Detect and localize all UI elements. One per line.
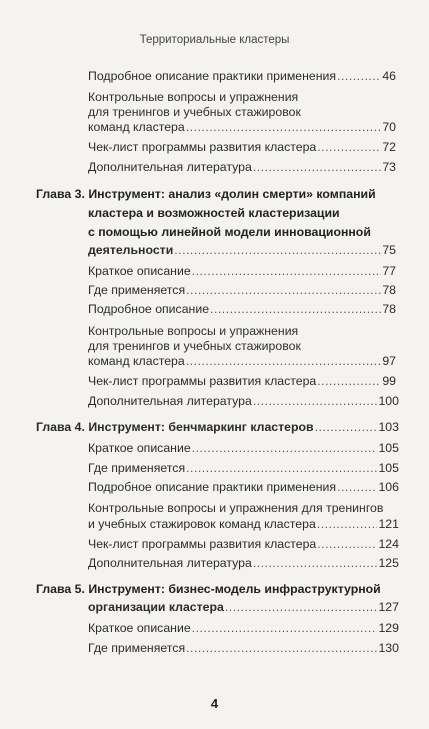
toc-entry[interactable] — [88, 69, 396, 83]
toc-entry[interactable] — [88, 621, 399, 635]
toc-entry[interactable] — [88, 441, 399, 455]
toc-page-number: 103 — [378, 420, 399, 434]
toc-entry-title: Контрольные вопросы и упражнения — [88, 324, 299, 338]
leader-dots — [317, 537, 377, 551]
toc-entry-title: команд кластера — [88, 354, 185, 368]
toc-entry-title: Подробное описание практики применения — [88, 69, 337, 83]
toc-page-number: 73 — [382, 160, 396, 174]
toc-page-number: 124 — [378, 537, 399, 551]
leader-dots — [186, 461, 377, 475]
toc-chapter-entry[interactable] — [88, 600, 399, 614]
toc-entry-title: Чек-лист программы развития кластера — [88, 140, 317, 154]
toc-page-number: 78 — [382, 302, 396, 316]
toc-entry-title: Краткое описание — [88, 621, 191, 635]
toc-entry[interactable] — [88, 461, 399, 475]
chapter-title: с помощью линейной модели инновационной — [88, 225, 371, 239]
chapter-title: организации кластера — [88, 600, 224, 614]
leader-dots — [317, 374, 381, 388]
leader-dots — [317, 140, 381, 154]
toc-entry[interactable] — [88, 517, 399, 531]
toc-entry[interactable] — [88, 283, 396, 297]
leader-dots — [192, 264, 382, 278]
toc-entry[interactable] — [88, 140, 396, 154]
toc-page-number: 100 — [378, 394, 399, 408]
toc-page-number: 72 — [382, 140, 396, 154]
running-header: Территориальные кластеры — [139, 34, 290, 46]
toc-entry-title: Контрольные вопросы и упражнения — [88, 90, 299, 104]
chapter-title: Глава 5. Инструмент: бизнес-модель инфраструктурной — [36, 582, 381, 596]
leader-dots — [192, 441, 378, 455]
toc-entry[interactable] — [88, 641, 399, 655]
toc-entry-title: Дополнительная литература — [88, 394, 252, 408]
toc-page-number: 125 — [378, 556, 399, 570]
chapter-title: Глава 3. Инструмент: анализ «долин смерти» компаний — [36, 187, 376, 201]
toc-page-number: 46 — [382, 69, 396, 83]
chapter-title: деятельности — [88, 243, 174, 257]
toc-page-number: 130 — [378, 641, 399, 655]
page-number: 4 — [210, 696, 219, 711]
chapter-title: кластера и возможностей кластеризации — [88, 206, 340, 220]
toc-entry-title: для тренингов и учебных стажировок — [88, 339, 301, 353]
leader-dots — [253, 160, 381, 174]
toc-entry-title: Краткое описание — [88, 264, 191, 278]
toc-page-number: 99 — [382, 374, 396, 388]
toc-entry-title: Подробное описание — [88, 302, 210, 316]
toc-page-number: 106 — [378, 480, 399, 494]
leader-dots — [186, 354, 382, 368]
leader-dots — [253, 556, 378, 570]
leader-dots — [174, 243, 381, 257]
toc-entry[interactable] — [88, 302, 396, 316]
toc-page-number: 129 — [378, 621, 399, 635]
leader-dots — [210, 302, 381, 316]
toc-page-number: 70 — [382, 120, 396, 134]
toc-entry[interactable] — [88, 120, 396, 134]
toc-entry-title: для тренингов и учебных стажировок — [88, 105, 301, 119]
toc-entry-title: Дополнительная литература — [88, 556, 252, 570]
leader-dots — [192, 621, 378, 635]
toc-entry-title: Где применяется — [88, 461, 186, 475]
leader-dots — [315, 420, 378, 434]
leader-dots — [317, 517, 378, 531]
leader-dots — [253, 394, 378, 408]
toc-page-number: 105 — [378, 441, 399, 455]
leader-dots — [225, 600, 378, 614]
toc-entry[interactable] — [88, 556, 399, 570]
leader-dots — [186, 283, 381, 297]
toc-page-number: 105 — [378, 461, 399, 475]
leader-dots — [186, 120, 382, 134]
toc-entry-title: команд кластера — [88, 120, 185, 134]
toc-entry[interactable] — [88, 537, 399, 551]
toc-entry[interactable] — [88, 394, 399, 408]
toc-entry-title: Краткое описание — [88, 441, 191, 455]
toc-entry-title: Чек-лист программы развития кластера — [88, 374, 317, 388]
toc-entry-title: Где применяется — [88, 641, 186, 655]
leader-dots — [337, 480, 377, 494]
toc-entry[interactable] — [88, 374, 396, 388]
toc-entry-title: Подробное описание практики применения — [88, 480, 337, 494]
toc-page-number: 75 — [382, 243, 396, 257]
leader-dots — [337, 69, 381, 83]
toc-entry[interactable] — [88, 354, 396, 368]
toc-chapter-entry[interactable] — [36, 420, 399, 434]
chapter-title: Глава 4. Инструмент: бенчмаркинг кластеров — [36, 420, 314, 434]
toc-chapter-entry[interactable] — [88, 243, 396, 257]
toc-entry-title: Чек-лист программы развития кластера — [88, 537, 317, 551]
leader-dots — [186, 641, 377, 655]
toc-page-number: 97 — [382, 354, 396, 368]
toc-entry[interactable] — [88, 480, 399, 494]
toc-page-number: 78 — [382, 283, 396, 297]
toc-entry[interactable] — [88, 264, 396, 278]
toc-entry-title: и учебных стажировок команд кластера — [88, 517, 316, 531]
toc-entry[interactable] — [88, 160, 396, 174]
toc-page-number: 77 — [382, 264, 396, 278]
toc-entry-title: Где применяется — [88, 283, 186, 297]
toc-entry-title: Дополнительная литература — [88, 160, 252, 174]
toc-entry-title: Контрольные вопросы и упражнения для тренингов — [88, 501, 384, 515]
toc-page-number: 121 — [378, 517, 399, 531]
toc-page-number: 127 — [378, 600, 399, 614]
